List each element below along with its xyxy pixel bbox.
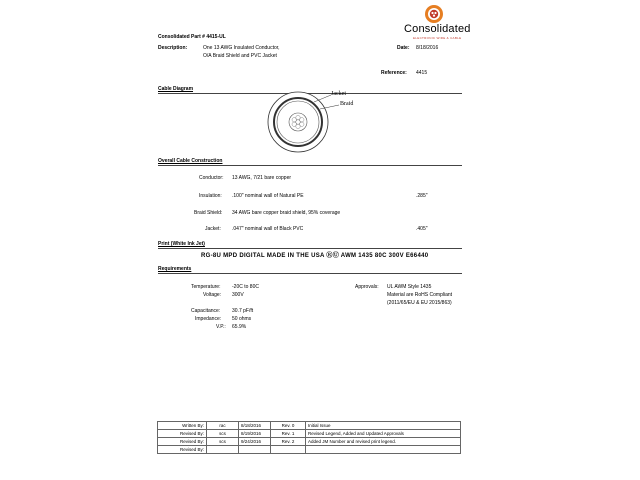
table-row bbox=[158, 446, 461, 454]
revision-by: scs bbox=[207, 430, 239, 438]
table-row bbox=[158, 430, 461, 438]
revision-role: Written By: bbox=[158, 422, 207, 430]
revision-note bbox=[306, 446, 461, 454]
print-heading: Print (White Ink Jet) bbox=[158, 241, 205, 247]
table-row bbox=[158, 422, 461, 430]
jacket-value: .047" nominal wall of Black PVC bbox=[232, 226, 304, 232]
impedance-label: Impedance: bbox=[195, 316, 222, 322]
section-divider bbox=[158, 273, 462, 274]
logo-wordmark: Consolidated bbox=[404, 23, 471, 35]
cable-cross-section-diagram bbox=[262, 91, 372, 155]
capacitance-value: 30.7 pF/ft bbox=[232, 308, 254, 314]
approvals-line-2: Material are RoHS Compliant bbox=[387, 292, 453, 298]
vp-value: 65.9% bbox=[232, 324, 247, 330]
construction-heading: Overall Cable Construction bbox=[158, 158, 223, 164]
capacitance-label: Capacitance: bbox=[191, 308, 221, 314]
jacket-label: Jacket: bbox=[205, 226, 221, 232]
description-label: Description: bbox=[158, 45, 188, 51]
part-number-title: Consolidated Part # 4415-UL bbox=[158, 34, 226, 40]
company-logo bbox=[404, 4, 471, 40]
braid-shield-value: 34 AWG bare copper braid shield, 95% coverage bbox=[232, 210, 341, 216]
impedance-value: 50 ohms bbox=[232, 316, 252, 322]
revision-note: Initial Issue bbox=[306, 422, 461, 430]
jacket-diameter: .405" bbox=[416, 226, 428, 232]
insulation-diameter: .285" bbox=[416, 193, 428, 199]
revision-number: Rev. 0 bbox=[271, 422, 306, 430]
revision-date bbox=[239, 446, 271, 454]
temperature-label: Temperature: bbox=[191, 284, 221, 290]
revision-role: Revised By: bbox=[158, 430, 207, 438]
conductor-value: 13 AWG, 7/21 bare copper bbox=[232, 175, 292, 181]
requirements-heading: Requirements bbox=[158, 266, 192, 272]
approvals-line-1: UL AWM Style 1435 bbox=[387, 284, 432, 290]
reference-value: 4415 bbox=[416, 70, 428, 76]
revision-note: Revised Legend, Added and Updated Approvals bbox=[306, 430, 461, 438]
revision-note: Added JM Number and revised print legend. bbox=[306, 438, 461, 446]
revision-by: rac bbox=[207, 422, 239, 430]
revision-role: Revised By: bbox=[158, 446, 207, 454]
revision-date: 8/19/2016 bbox=[239, 430, 271, 438]
revision-number: Rev. 2 bbox=[271, 438, 306, 446]
revision-by: scs bbox=[207, 438, 239, 446]
label-jacket: Jacket bbox=[331, 91, 346, 97]
revision-table bbox=[157, 421, 461, 454]
approvals-label: Approvals: bbox=[355, 284, 379, 290]
revision-role: Revised By: bbox=[158, 438, 207, 446]
description-line-2: O/A Braid Shield and PVC Jacket bbox=[203, 53, 277, 59]
reference-label: Reference: bbox=[381, 70, 407, 76]
conductor-label: Conductor: bbox=[199, 175, 224, 181]
description-line-1: One 13 AWG Insulated Conductor, bbox=[203, 45, 280, 51]
section-divider bbox=[158, 248, 462, 249]
table-row bbox=[158, 438, 461, 446]
revision-number: Rev. 1 bbox=[271, 430, 306, 438]
braid-shield-label: Braid Shield: bbox=[194, 210, 223, 216]
insulation-label: Insulation: bbox=[199, 193, 222, 199]
logo-subtitle: ELECTRONIC WIRE & CABLE bbox=[413, 36, 462, 40]
voltage-label: Voltage: bbox=[203, 292, 222, 298]
date-value: 8/18/2016 bbox=[416, 45, 439, 51]
insulation-value: .100" nominal wall of Natural PE bbox=[232, 193, 304, 199]
temperature-value: -20C to 80C bbox=[232, 284, 259, 290]
print-legend: RG-8U MPD DIGITAL MADE IN THE USA ⓇⓊ AWM 1435 80C 300V E66440 bbox=[201, 253, 429, 259]
revision-number bbox=[271, 446, 306, 454]
revision-by bbox=[207, 446, 239, 454]
logo-emblem-icon bbox=[424, 4, 444, 24]
revision-date: 8/18/2016 bbox=[239, 422, 271, 430]
revision-date: 9/24/2016 bbox=[239, 438, 271, 446]
date-label: Date: bbox=[397, 45, 410, 51]
section-divider bbox=[158, 165, 462, 166]
vp-label: V.P.: bbox=[216, 324, 226, 330]
voltage-value: 300V bbox=[232, 292, 244, 298]
label-braid: Braid bbox=[340, 101, 354, 107]
cable-diagram-heading: Cable Diagram bbox=[158, 86, 194, 92]
approvals-line-3: (2011/65/EU & EU 2015/863) bbox=[387, 300, 452, 306]
